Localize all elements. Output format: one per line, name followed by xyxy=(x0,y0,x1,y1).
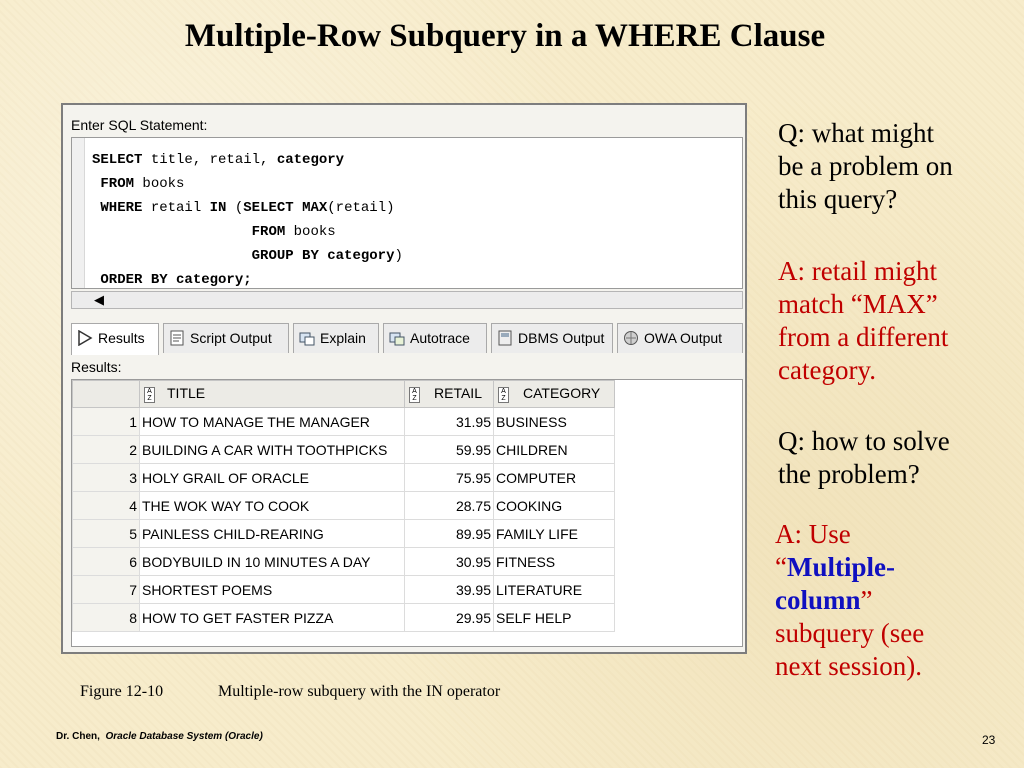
note-line: A: Use xyxy=(775,519,851,549)
results-play-icon xyxy=(77,330,93,346)
tab-owa-output[interactable] xyxy=(617,323,743,353)
results-table xyxy=(72,380,615,632)
table-row[interactable] xyxy=(73,464,615,492)
code-line: FROM books xyxy=(251,224,336,240)
tab-explain[interactable] xyxy=(293,323,379,353)
table-row[interactable] xyxy=(73,408,615,436)
cell-category[interactable]: FITNESS xyxy=(494,548,615,576)
cell-title[interactable]: THE WOK WAY TO COOK xyxy=(140,492,405,520)
cell-title[interactable]: PAINLESS CHILD-REARING xyxy=(140,520,405,548)
tab-results[interactable] xyxy=(71,323,159,355)
cell-retail[interactable]: 30.95 xyxy=(405,548,494,576)
note-line: the problem? xyxy=(778,459,920,489)
sort-az-icon: A Z xyxy=(498,387,509,403)
results-label: Results: xyxy=(71,359,122,375)
column-header-category[interactable]: A Z CATEGORY xyxy=(494,381,615,408)
slide-title: Multiple-Row Subquery in a WHERE Clause xyxy=(184,18,826,54)
code-line: ORDER BY category; xyxy=(100,272,252,288)
note-line: match “MAX” xyxy=(778,289,938,319)
cell-category[interactable]: FAMILY LIFE xyxy=(494,520,615,548)
emphasis-text: Multiple- xyxy=(786,552,895,582)
note-line: from a different xyxy=(778,322,949,352)
cell-title[interactable]: BUILDING A CAR WITH TOOTHPICKS xyxy=(140,436,405,464)
note-line: be a problem on xyxy=(778,151,953,181)
header-row xyxy=(73,381,615,408)
note-line: column” xyxy=(775,585,873,615)
cell-retail[interactable]: 28.75 xyxy=(405,492,494,520)
tab-label: Autotrace xyxy=(410,330,470,346)
footer-credit: Dr. Chen, Oracle Database System (Oracle) xyxy=(56,731,263,742)
emphasis-text: column xyxy=(775,585,861,615)
table-row[interactable] xyxy=(73,520,615,548)
cell-title[interactable]: HOW TO MANAGE THE MANAGER xyxy=(140,408,405,436)
table-row[interactable] xyxy=(73,492,615,520)
code-line: FROM books xyxy=(100,176,185,192)
row-number: 1 xyxy=(73,408,140,436)
answer-2 xyxy=(775,518,924,683)
note-line: next session). xyxy=(775,651,922,681)
row-number: 6 xyxy=(73,548,140,576)
page-number: 23 xyxy=(982,733,996,747)
answer-1 xyxy=(778,255,948,387)
editor-gutter xyxy=(72,138,85,288)
sql-developer-screenshot xyxy=(61,103,747,654)
table-row[interactable] xyxy=(73,576,615,604)
question-2 xyxy=(778,425,950,491)
autotrace-icon xyxy=(389,330,405,346)
note-line: Q: what might xyxy=(778,118,934,148)
column-header-retail[interactable]: A Z RETAIL xyxy=(405,381,494,408)
cell-title[interactable]: SHORTEST POEMS xyxy=(140,576,405,604)
cell-category[interactable]: CHILDREN xyxy=(494,436,615,464)
figure-caption: Multiple-row subquery with the IN operator xyxy=(218,683,501,700)
tab-dbms-output[interactable] xyxy=(491,323,613,353)
cell-retail[interactable]: 39.95 xyxy=(405,576,494,604)
tab-label: Script Output xyxy=(190,330,272,346)
cell-category[interactable]: COMPUTER xyxy=(494,464,615,492)
code-line: SELECT title, retail, category xyxy=(92,152,345,168)
table-row[interactable] xyxy=(73,436,615,464)
cell-retail[interactable]: 29.95 xyxy=(405,604,494,632)
code-line: GROUP BY category) xyxy=(251,248,403,264)
output-tabs xyxy=(71,323,743,355)
cell-category[interactable]: SELF HELP xyxy=(494,604,615,632)
sort-az-icon: A Z xyxy=(144,387,155,403)
explain-icon xyxy=(299,330,315,346)
dbms-output-icon xyxy=(497,330,513,346)
note-line: this query? xyxy=(778,184,898,214)
cell-title[interactable]: HOLY GRAIL OF ORACLE xyxy=(140,464,405,492)
sql-code xyxy=(92,148,403,292)
table-row[interactable] xyxy=(73,548,615,576)
row-number: 2 xyxy=(73,436,140,464)
enter-sql-label: Enter SQL Statement: xyxy=(71,117,208,133)
tab-label: Results xyxy=(98,330,145,346)
results-grid[interactable] xyxy=(71,379,743,647)
code-line: WHERE retail IN (SELECT MAX(retail) xyxy=(100,200,395,216)
note-line: category. xyxy=(778,355,876,385)
row-number: 5 xyxy=(73,520,140,548)
note-line: Q: how to solve xyxy=(778,426,950,456)
row-number-header xyxy=(73,381,140,408)
row-number: 8 xyxy=(73,604,140,632)
row-number: 7 xyxy=(73,576,140,604)
sql-editor[interactable] xyxy=(71,137,743,289)
figure-number: Figure 12-10 xyxy=(80,683,164,700)
tab-label: OWA Output xyxy=(644,330,723,346)
cell-title[interactable]: HOW TO GET FASTER PIZZA xyxy=(140,604,405,632)
sort-az-icon: A Z xyxy=(409,387,420,403)
cell-retail[interactable]: 75.95 xyxy=(405,464,494,492)
tab-label: Explain xyxy=(320,330,366,346)
owa-output-icon xyxy=(623,330,639,346)
question-1 xyxy=(778,117,953,216)
cell-retail[interactable]: 89.95 xyxy=(405,520,494,548)
scroll-left-arrow-icon[interactable]: ◀ xyxy=(94,292,104,307)
cell-title[interactable]: BODYBUILD IN 10 MINUTES A DAY xyxy=(140,548,405,576)
cell-category[interactable]: LITERATURE xyxy=(494,576,615,604)
row-number: 4 xyxy=(73,492,140,520)
cell-retail[interactable]: 59.95 xyxy=(405,436,494,464)
note-line: subquery (see xyxy=(775,618,925,648)
note-line: A: retail might xyxy=(778,256,937,286)
cell-retail[interactable]: 31.95 xyxy=(405,408,494,436)
row-number: 3 xyxy=(73,464,140,492)
tab-autotrace[interactable] xyxy=(383,323,487,353)
tab-script-output[interactable] xyxy=(163,323,289,353)
cell-category[interactable]: COOKING xyxy=(494,492,615,520)
script-output-icon xyxy=(169,330,185,346)
tab-label: DBMS Output xyxy=(518,330,605,346)
table-row[interactable] xyxy=(73,604,615,632)
note-line: “Multiple- xyxy=(775,552,895,582)
cell-category[interactable]: BUSINESS xyxy=(494,408,615,436)
editor-horizontal-scrollbar[interactable] xyxy=(71,291,743,309)
column-header-title[interactable]: A Z TITLE xyxy=(140,381,405,408)
